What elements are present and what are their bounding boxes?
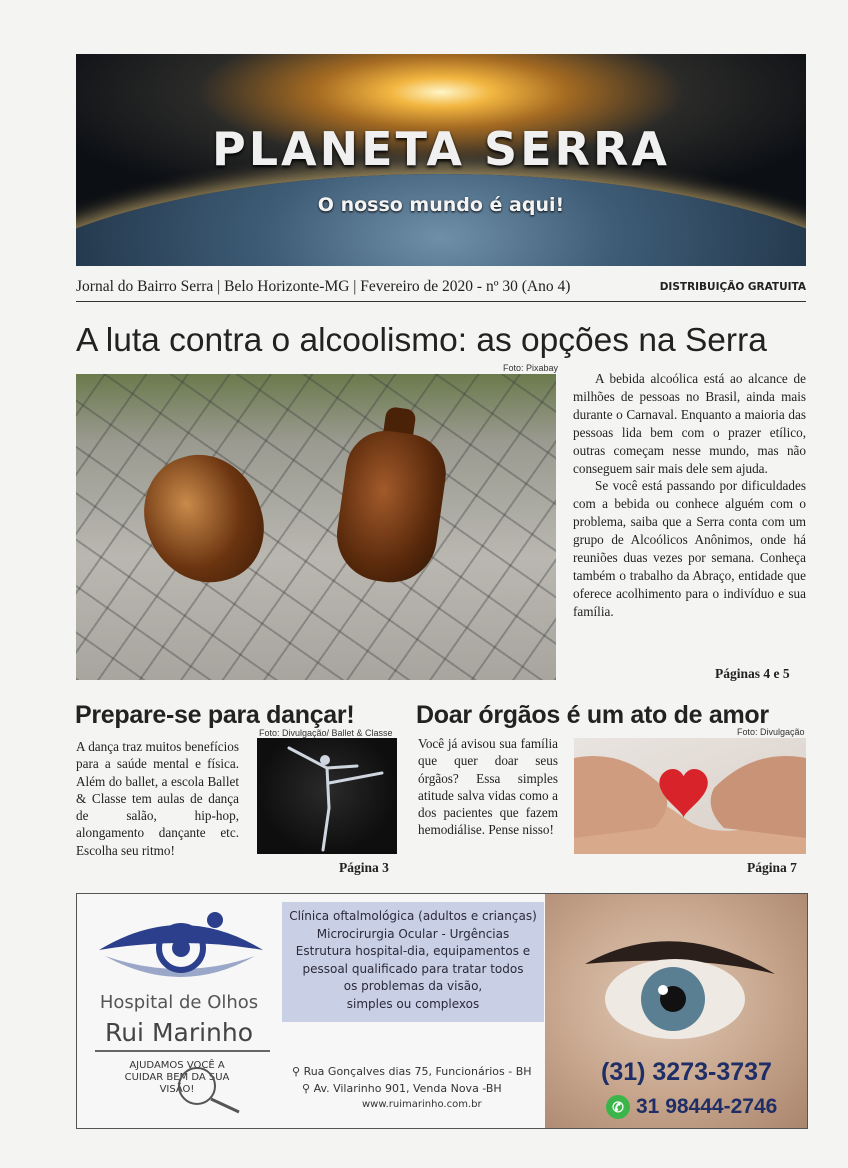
eye-logo-icon [95,906,267,988]
broken-bottle-shape [129,439,279,598]
info-line: pessoal qualificado para tratar todos [302,961,524,976]
address-2-text: Av. Vilarinho 901, Venda Nova -BH [313,1081,502,1095]
phone-number: (31) 3273-3737 [601,1058,772,1086]
location-pin-icon: ⚲ [302,1081,314,1095]
whatsapp-number-text: 31 98444-2746 [636,1095,778,1118]
info-line: Microcirurgia Ocular - Urgências [316,926,510,941]
dance-page-ref: Página 3 [339,860,389,875]
address-line-2 [292,1081,552,1098]
main-headline: A luta contra o alcoolismo: as opções na Serra [76,322,767,359]
free-distribution-label: DISTRIBUIÇÃO GRATUITA [659,281,806,293]
info-line: Clínica oftalmológica (adultos e crianças) [289,909,537,923]
hands-heart-photo [574,738,806,854]
magnifier-icon [157,1066,247,1116]
main-story-body [573,370,806,621]
dance-story-body: A dança traz muitos benefícios para a saúde mental e física. Além do ballet, a escola Ballet & Classe tem aulas de dança de salão, hip-hop, alongamento dançante etc. Escolha seu ritmo! [76,739,239,858]
info-line: os problemas da visão, [343,979,483,994]
organ-page-ref: Página 7 [747,860,797,875]
address-1-text: Rua Gonçalves dias 75, Funcionários - BH [303,1065,532,1078]
organ-story-body: Você já avisou sua família que quer doar seus órgãos? Essa simples atitude salva vidas como a dos pacientes que fazem hemodiálise. Pense nisso! [418,736,558,838]
masthead-title: PLANETA SERRA [212,122,670,176]
address-line-1 [292,1064,552,1081]
clinic-info-box [282,902,544,1022]
eye-graphic [545,894,807,1128]
dance-headline: Prepare-se para dançar! [75,701,355,729]
ad-slogan: AJUDAMOS VOCÊ A CUIDAR BEM DA SUA VISÃO! [124,1060,230,1095]
website-link[interactable]: www.ruimarinho.com.br [362,1099,482,1110]
info-line: simples ou complexos [346,996,480,1011]
main-photo-credit: Foto: Pixabay [503,363,559,373]
masthead-banner [76,54,806,266]
address-block [292,1064,552,1114]
organ-headline: Doar órgãos é um ato de amor [416,701,769,729]
main-paragraph-2: Se você está passando por dificuldades com a bebida ou conhece alguém com o problema, saiba que a Serra conta com um grupo de Alcoólicos Anônimos, onde há reuniões duas vezes por semana. Conheça também o trabalho da Abraço, entidade que oferece acolhimento para o indivíduo e sua família. [573,478,806,619]
dateline-text: Jornal do Bairro Serra | Belo Horizonte-MG | Fevereiro de 2020 - nº 30 (Ano 4) [76,278,571,295]
organ-photo-credit: Foto: Divulgação [737,727,805,737]
location-pin-icon: ⚲ [292,1065,304,1078]
dateline [76,273,806,302]
masthead-subtitle: O nosso mundo é aqui! [317,194,565,216]
eye-closeup-photo [545,894,807,1128]
whatsapp-number [606,1095,777,1119]
hands-with-heart-graphic [574,738,806,854]
main-paragraph-1: A bebida alcoólica está ao alcance de milhões de pessoas no Brasil, ainda mais durante o Carnaval. Enquanto a maioria das pessoas lida bem com o prazer etílico, outras começam nesse mundo, mas não conseguem sair mais dele sem ajuda. [573,371,806,476]
dance-photo-credit: Foto: Divulgação/ Ballet & Classe [259,728,393,738]
broken-bottles-photo [76,374,556,680]
info-line: Estrutura hospital-dia, equipamentos e [295,944,531,959]
whatsapp-icon: ✆ [606,1095,630,1119]
ballet-dancer-photo [257,738,397,854]
hospital-name-line1: Hospital de Olhos [99,992,259,1013]
logo-divider [95,1050,270,1052]
main-page-ref: Páginas 4 e 5 [715,666,790,681]
earth-horizon-graphic [76,174,806,266]
hospital-advertisement [76,893,808,1129]
hospital-name-line2: Rui Marinho [104,1018,254,1047]
ballet-dancer-figure [257,738,397,854]
bottle-shape [331,426,451,588]
